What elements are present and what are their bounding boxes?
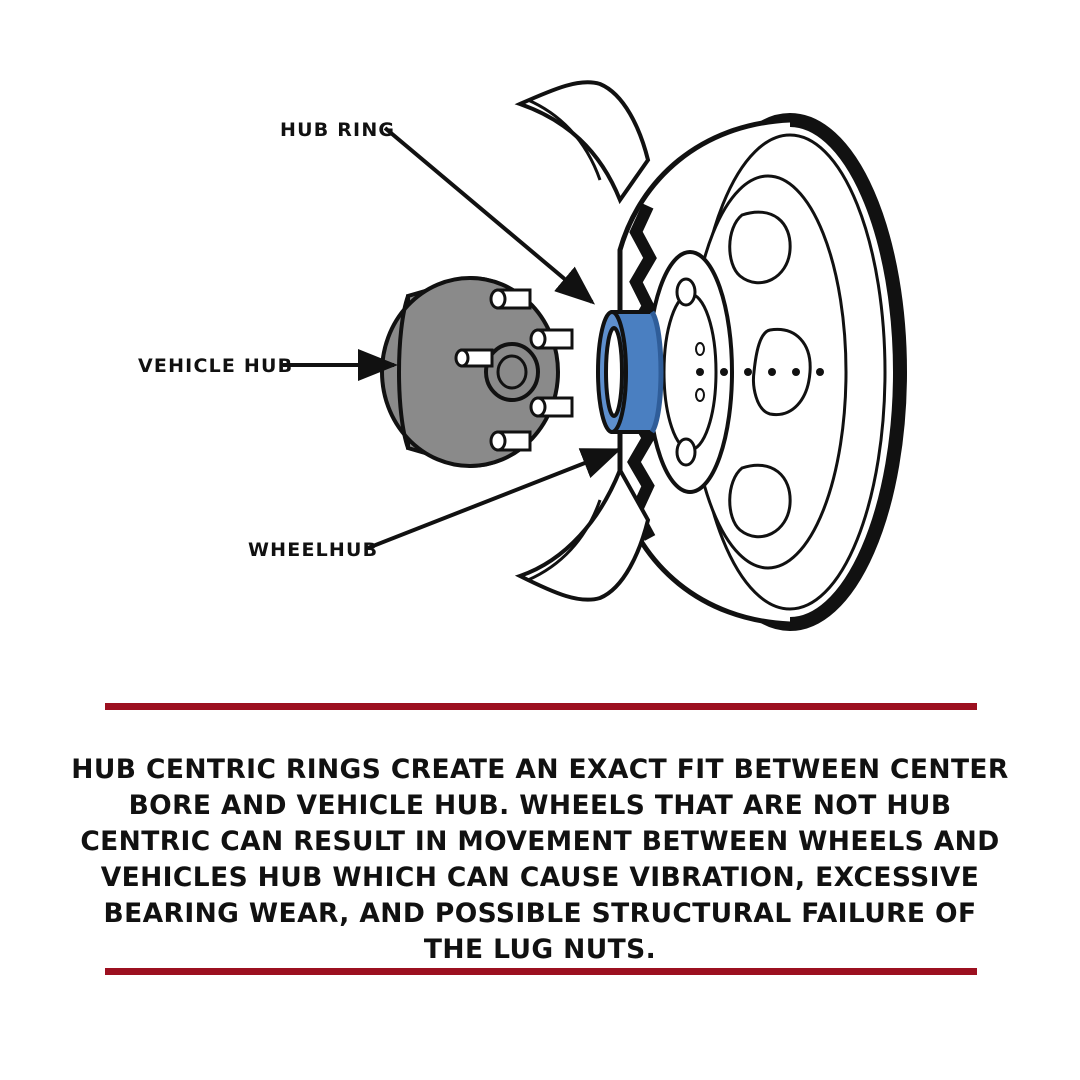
caption-text: HUB CENTRIC RINGS CREATE AN EXACT FIT BETWEEN CENTER BORE AND VEHICLE HUB. WHEELS THAT ARE NOT HUB CENTRIC CAN RESULT IN MOVEMENT BETWEEN WHEELS AND VEHICLES HUB WHICH CAN CAUSE VIBRATION, EXCESSIVE BEARING WEAR, AND POSSIBLE STRUCTURAL FAILURE OF THE LUG NUTS. (71, 754, 1009, 965)
vehicle-hub-graphic (382, 278, 572, 466)
wheel-graphic (520, 82, 900, 624)
callout-hub-ring (385, 128, 592, 302)
label-wheel-hub: WHEELHUB (248, 539, 379, 561)
label-vehicle-hub: VEHICLE HUB (138, 355, 294, 377)
label-hub-ring: HUB RING (280, 119, 396, 141)
hub-ring-graphic (598, 312, 661, 432)
divider-bottom (105, 968, 977, 975)
divider-top (105, 703, 977, 710)
